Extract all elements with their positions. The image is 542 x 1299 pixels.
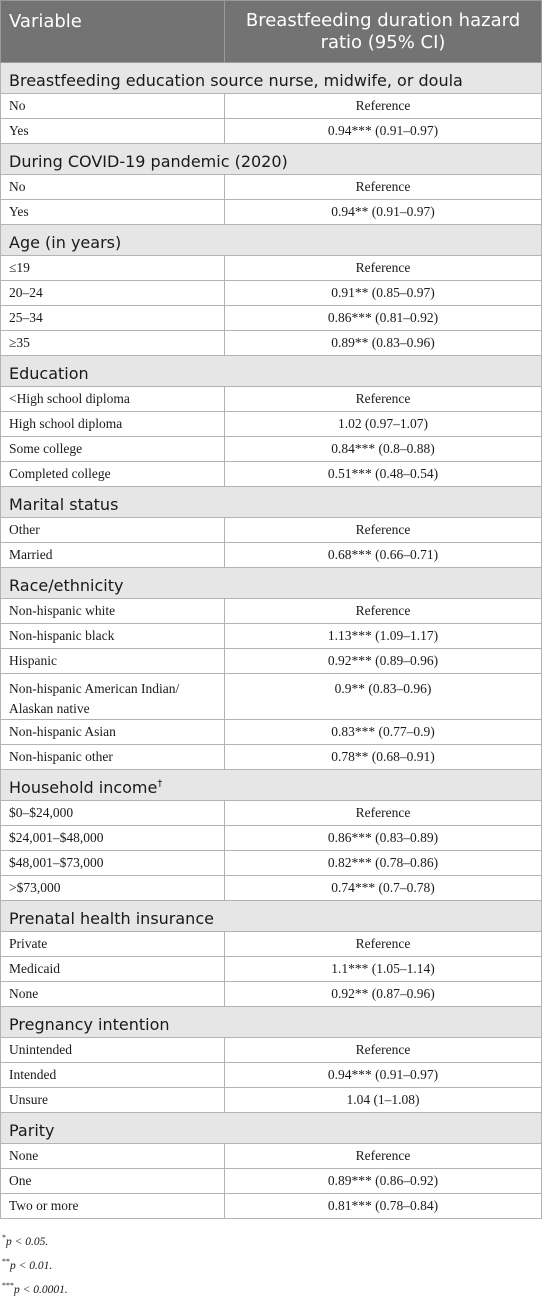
section-title: Marital status: [9, 494, 119, 514]
row-label: Non-hispanic Asian: [1, 720, 225, 745]
section-title-cell: [1, 356, 542, 387]
section-header-row: [1, 901, 542, 932]
table-row: [1, 745, 542, 770]
table-row: [1, 281, 542, 306]
hazard-ratio-cell: [225, 387, 542, 412]
hazard-ratio-cell: [225, 281, 542, 306]
footnote-marker: **: [2, 1256, 10, 1266]
table-header-row: [1, 1, 542, 63]
hazard-ratio-cell: [225, 256, 542, 281]
hazard-ratio-cell: [225, 518, 542, 543]
hazard-ratio-value: 0.94*** (0.91–0.97): [327, 123, 439, 138]
section-title-cell: [1, 144, 542, 175]
section-title: Parity: [9, 1120, 55, 1140]
row-label: Yes: [1, 119, 225, 144]
hazard-ratio-value: Reference: [355, 936, 411, 951]
hazard-ratio-value: 0.78** (0.68–0.91): [331, 749, 435, 764]
section-title-cell: [1, 1113, 542, 1144]
hazard-ratio-value: 1.04 (1–1.08): [346, 1092, 420, 1107]
section-header-row: [1, 770, 542, 801]
hazard-ratio-cell: [225, 1088, 542, 1113]
table-row: [1, 119, 542, 144]
row-label: Private: [1, 932, 225, 957]
section-header-row: [1, 63, 542, 94]
hazard-ratio-cell: [225, 94, 542, 119]
table-row: [1, 1194, 542, 1219]
section-title-cell: [1, 770, 542, 801]
hazard-ratio-value: 0.92*** (0.89–0.96): [327, 653, 439, 668]
hazard-ratio-cell: [225, 801, 542, 826]
section-title: Education: [9, 363, 89, 383]
row-label: 20–24: [1, 281, 225, 306]
table-row: [1, 624, 542, 649]
hazard-ratio-value: 0.94*** (0.91–0.97): [327, 1067, 439, 1082]
section-title: During COVID-19 pandemic (2020): [9, 151, 288, 171]
hazard-ratio-value: Reference: [355, 805, 411, 820]
hazard-ratio-value: 0.84*** (0.8–0.88): [331, 441, 435, 456]
section-header-row: [1, 356, 542, 387]
row-label: Medicaid: [1, 957, 225, 982]
table-row: [1, 256, 542, 281]
hazard-ratio-cell: [225, 543, 542, 568]
footnote: [2, 1252, 68, 1276]
hazard-ratio-cell: [225, 462, 542, 487]
row-label: None: [1, 1144, 225, 1169]
hazard-ratio-cell: [225, 1144, 542, 1169]
hazard-ratio-cell: [225, 1038, 542, 1063]
hazard-ratio-cell: [225, 982, 542, 1007]
hazard-ratio-value: 0.81*** (0.78–0.84): [327, 1198, 439, 1213]
section-header-row: [1, 1007, 542, 1038]
section-header-row: [1, 144, 542, 175]
hazard-ratio-cell: [225, 649, 542, 674]
hazard-ratio-value: 0.89*** (0.86–0.92): [327, 1173, 439, 1188]
table-row: [1, 876, 542, 901]
hazard-ratio-value: 1.1*** (1.05–1.14): [331, 961, 435, 976]
table-row: [1, 982, 542, 1007]
table-row: [1, 94, 542, 119]
row-label: Unintended: [1, 1038, 225, 1063]
table-row: [1, 1038, 542, 1063]
table-row: [1, 518, 542, 543]
section-title: Prenatal health insurance: [9, 908, 214, 928]
hazard-ratio-value: Reference: [355, 603, 411, 618]
table-row: [1, 200, 542, 225]
hazard-ratio-value: Reference: [355, 1042, 411, 1057]
table-row: [1, 720, 542, 745]
section-title-cell: [1, 1007, 542, 1038]
row-label: Unsure: [1, 1088, 225, 1113]
dagger-footnote-marker: †: [157, 778, 163, 790]
row-label: Other: [1, 518, 225, 543]
hazard-ratio-cell: [225, 200, 542, 225]
footnote-text: p < 0.0001.: [14, 1283, 68, 1296]
section-header-row: [1, 487, 542, 518]
table-row: [1, 826, 542, 851]
row-label: Yes: [1, 200, 225, 225]
hazard-ratio-cell: [225, 1169, 542, 1194]
hazard-ratio-cell: [225, 745, 542, 770]
hazard-ratio-cell: [225, 412, 542, 437]
row-label: 25–34: [1, 306, 225, 331]
hazard-ratio-value: Reference: [355, 179, 411, 194]
hazard-ratio-cell: [225, 306, 542, 331]
section-title-cell: [1, 901, 542, 932]
table-row: [1, 674, 542, 720]
hazard-ratio-value: 0.82*** (0.78–0.86): [327, 855, 439, 870]
footnotes: [2, 1228, 68, 1299]
row-label: Some college: [1, 437, 225, 462]
hazard-ratio-value: 1.13*** (1.09–1.17): [327, 628, 439, 643]
section-title-cell: [1, 487, 542, 518]
footnote-text: p < 0.01.: [10, 1259, 53, 1272]
row-label: ≤19: [1, 256, 225, 281]
table-row: [1, 599, 542, 624]
row-label: Non-hispanic other: [1, 745, 225, 770]
table-row: [1, 306, 542, 331]
hazard-ratio-cell: [225, 437, 542, 462]
hazard-ratio-cell: [225, 851, 542, 876]
footnote: [2, 1228, 68, 1252]
row-label: $24,001–$48,000: [1, 826, 225, 851]
section-header-row: [1, 1113, 542, 1144]
row-label: Completed college: [1, 462, 225, 487]
row-label: Intended: [1, 1063, 225, 1088]
row-label: High school diploma: [1, 412, 225, 437]
section-title-cell: [1, 568, 542, 599]
hazard-ratio-cell: [225, 175, 542, 200]
hazard-ratio-value: 0.89** (0.83–0.96): [331, 335, 435, 350]
hazard-ratio-cell: [225, 119, 542, 144]
row-label: <High school diploma: [1, 387, 225, 412]
table-row: [1, 1063, 542, 1088]
hazard-ratio-cell: [225, 826, 542, 851]
hazard-ratio-value: Reference: [355, 98, 411, 113]
row-label: No: [1, 175, 225, 200]
table-row: [1, 801, 542, 826]
table-row: [1, 1169, 542, 1194]
row-label: >$73,000: [1, 876, 225, 901]
hazard-ratio-value: 0.51*** (0.48–0.54): [327, 466, 439, 481]
table-row: [1, 957, 542, 982]
hazard-ratio-value: 0.68*** (0.66–0.71): [327, 547, 439, 562]
table-row: [1, 462, 542, 487]
row-label: ≥35: [1, 331, 225, 356]
row-label: Hispanic: [1, 649, 225, 674]
row-label: Non-hispanic white: [1, 599, 225, 624]
row-label: Two or more: [1, 1194, 225, 1219]
table-row: [1, 437, 542, 462]
hazard-ratio-cell: [225, 1063, 542, 1088]
hazard-ratio-value: 0.86*** (0.83–0.89): [327, 830, 439, 845]
hazard-ratio-cell: [225, 599, 542, 624]
section-title: Pregnancy intention: [9, 1014, 170, 1034]
section-title: Breastfeeding education source nurse, midwife, or doula: [9, 70, 463, 90]
footnote-marker: *: [2, 1233, 6, 1242]
hazard-ratio-cell: [225, 624, 542, 649]
hazard-ratio-value: 1.02 (0.97–1.07): [338, 416, 428, 431]
hazard-ratio-value: 0.74*** (0.7–0.78): [331, 880, 435, 895]
section-header-row: [1, 225, 542, 256]
footnote-text: p < 0.05.: [6, 1235, 49, 1248]
section-header-row: [1, 568, 542, 599]
hazard-ratio-value: 0.91** (0.85–0.97): [331, 285, 435, 300]
hazard-ratio-cell: [225, 674, 542, 720]
hazard-ratio-value: 0.94** (0.91–0.97): [331, 204, 435, 219]
hazard-ratio-value: 0.83*** (0.77–0.9): [331, 724, 435, 739]
section-title-cell: [1, 63, 542, 94]
hazard-ratio-cell: [225, 876, 542, 901]
hazard-ratio-cell: [225, 932, 542, 957]
row-label: No: [1, 94, 225, 119]
table-row: [1, 175, 542, 200]
row-label: $0–$24,000: [1, 801, 225, 826]
row-label: Married: [1, 543, 225, 568]
hazard-ratio-cell: [225, 957, 542, 982]
hazard-ratio-value: Reference: [355, 1148, 411, 1163]
table-row: [1, 412, 542, 437]
section-title-cell: [1, 225, 542, 256]
row-label: $48,001–$73,000: [1, 851, 225, 876]
hazard-ratio-cell: [225, 331, 542, 356]
footnote-marker: ***: [2, 1280, 14, 1290]
table-row: [1, 543, 542, 568]
table-row: [1, 851, 542, 876]
row-label: Non-hispanic American Indian/ Alaskan native: [1, 674, 225, 720]
hazard-ratio-cell: [225, 1194, 542, 1219]
table-row: [1, 331, 542, 356]
section-title: Race/ethnicity: [9, 575, 124, 595]
row-label: One: [1, 1169, 225, 1194]
table-row: [1, 932, 542, 957]
header-variable: Variable: [1, 1, 225, 63]
hazard-ratio-value: 0.9** (0.83–0.96): [334, 681, 432, 696]
table-row: [1, 1144, 542, 1169]
footnote: [2, 1276, 68, 1299]
row-label: Non-hispanic black: [1, 624, 225, 649]
hazard-ratio-value: Reference: [355, 522, 411, 537]
header-hazard-ratio: Breastfeeding duration hazard ratio (95% CI): [225, 1, 542, 63]
section-title: Age (in years): [9, 232, 122, 252]
hazard-ratio-value: Reference: [355, 260, 411, 275]
hazard-ratio-value: 0.92** (0.87–0.96): [331, 986, 435, 1001]
table-row: [1, 649, 542, 674]
table-row: [1, 387, 542, 412]
hazard-ratio-value: Reference: [355, 391, 411, 406]
hazard-ratio-value: 0.86*** (0.81–0.92): [327, 310, 439, 325]
row-label: None: [1, 982, 225, 1007]
section-title: Household income: [9, 777, 158, 797]
table-row: [1, 1088, 542, 1113]
hazard-ratio-cell: [225, 720, 542, 745]
